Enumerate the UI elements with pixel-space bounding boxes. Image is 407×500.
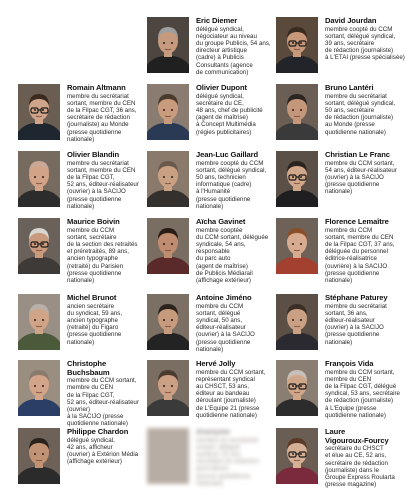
member-caption — [325, 151, 407, 196]
member-name: François Vida — [325, 359, 374, 368]
member-name: Hervé Jolly — [196, 359, 236, 368]
member-caption — [325, 294, 407, 346]
member-role: membre du secrétariat sortant, 36 ans, éditeur-réalisateur (ouvrier) à la SACIJO (presse quotidienne nationale) — [325, 302, 387, 346]
portrait-photo — [147, 218, 189, 274]
redacted-role: membre du secrétariat sortant, délégué syndical, 50 ans, secrétaire de rédaction (journaliste) (presse quotidienne nationale) — [196, 436, 259, 487]
portrait-photo — [18, 151, 60, 207]
member-name: Antoine Jiméno — [196, 293, 252, 302]
member-role: membre du CCM sortant, délégué syndical, 50 ans, éditeur-réalisateur (ouvrier) à la SACIJO (presse quotidienne nationale) — [196, 302, 255, 353]
portrait-photo — [276, 17, 318, 73]
member-role: membre du CCM sortant, membre du CEN de la Filpac CGT, délégué syndical, 53 ans, secrétaire de rédaction (journaliste) à L'Equipe (presse quotidienne nationale) — [325, 368, 400, 419]
redacted-photo — [147, 428, 189, 484]
member-caption — [196, 151, 280, 210]
portrait-photo — [18, 294, 60, 350]
member-name: Eric Diemer — [196, 16, 238, 25]
member-caption — [196, 294, 280, 353]
member-caption — [67, 151, 151, 210]
member-name: Michel Brunot — [67, 293, 117, 302]
portrait-photo — [18, 84, 60, 140]
portrait-photo — [147, 151, 189, 207]
member-caption — [67, 218, 151, 284]
member-caption — [67, 428, 151, 465]
member-role: membre coopté du CCM sortant, délégué syndical, 39 ans, secrétaire de rédaction (journaliste) à L'ETAI (presse spécialisée) — [325, 25, 405, 62]
member-caption — [67, 84, 151, 143]
member-role: délégué syndical, négociateur au niveau du groupe Publicis, 54 ans, directeur artistique (cadre) à Publicis Consultants (agence de communication) — [196, 25, 271, 76]
portrait-photo — [276, 84, 318, 140]
member-role: membre du CCM sortant, représentant syndical au CHSCT, 53 ans, éditeur au bandeau déroulant (journaliste) de L'Equipe 21 (presse quotidienne nationale) — [196, 368, 266, 419]
member-role: ancien secrétaire du syndicat, 59 ans, ancien typographe (retraité) du Figaro (presse quotidienne nationale) — [67, 302, 123, 346]
member-caption — [196, 218, 280, 284]
member-role: membre du CCM sortant, 54 ans, éditeur-réalisateur (ouvrier) à la SACIJO (presse quotidienne nationale) — [325, 159, 397, 196]
member-caption — [325, 84, 407, 136]
member-name: Aïcha Gavinet — [196, 217, 246, 226]
member-name: Christian Le Franc — [325, 150, 390, 159]
member-name: Bruno Lantéri — [325, 83, 374, 92]
member-role: secrétaire du CHSCT et élue au CE, 52 ans, secrétaire de rédaction (journaliste) dans le Groupe Express Roularta (presse magazine) — [325, 445, 395, 489]
member-caption — [196, 84, 280, 136]
member-caption — [196, 360, 280, 419]
member-name: Olivier Blandin — [67, 150, 120, 159]
portrait-photo — [18, 360, 60, 416]
portrait-photo — [18, 218, 60, 274]
portrait-photo — [147, 17, 189, 73]
member-role: délégué syndical, 42 ans, afficheur (ouvrier) à Extérion Média (affichage extérieur) — [67, 436, 139, 466]
portrait-photo — [276, 428, 318, 484]
member-caption — [325, 360, 407, 419]
member-caption — [67, 294, 151, 346]
member-caption — [67, 360, 151, 428]
member-role: membre du secrétariat sortant, membre du CEN de la Filpac CGT, 52 ans, éditeur-réalisateur (ouvrier) à la SACIJO (presse quotidienne nationale) — [67, 159, 139, 210]
member-caption — [325, 218, 407, 284]
member-name: Romain Altmann — [67, 83, 126, 92]
member-name: David Jourdan — [325, 16, 377, 25]
member-caption — [325, 428, 407, 488]
member-role: membre cooptée du CCM sortant, déléguée syndicale, 54 ans, responsable du parc auto (agent de maîtrise) de Publicis Médiarail (affichage extérieur) — [196, 226, 269, 285]
portrait-photo — [147, 360, 189, 416]
portrait-photo — [18, 428, 60, 484]
portrait-photo — [276, 360, 318, 416]
member-name: Florence Lemaître — [325, 217, 389, 226]
member-name: Laure Vigouroux-Fourcy — [325, 427, 389, 445]
member-role: délégué syndical, secrétaire du CE, 48 ans, chef de publicité (agent de maîtrise) à Concept Multimédia (régies publicitaires) — [196, 92, 263, 136]
member-name: Christophe Buchsbaum — [67, 359, 110, 377]
member-caption — [196, 17, 280, 76]
member-role: membre du secrétariat sortant, membre du CEN de la Filpac CGT, 36 ans, secrétaire de rédaction (journaliste) au Monde (presse quotidienne nationale) — [67, 92, 137, 143]
member-role: membre coopté du CCM sortant, délégué syndical, 50 ans, technicien informatique (cadre) à l'Humanité (presse quotidienne nationale) — [196, 159, 267, 210]
member-role: membre du CCM sortant, membre du CEN de la Filpac CGT, 52 ans, éditeur-réalisateur (ouvrier) à la SACIJO (presse quotidienne nationale) — [67, 377, 139, 428]
portrait-photo — [276, 151, 318, 207]
member-role: membre du secrétariat sortant, délégué syndical, 50 ans, secrétaire de rédaction (journaliste) au Monde (presse quotidienne nationale) — [325, 92, 396, 136]
member-role: membre du CCM sortant, secrétaire de la section des retraités et préretraités, 89 ans, ancien typographe (retraité) du Parisien (presse quotidienne nationale) — [67, 226, 138, 285]
member-caption — [325, 17, 407, 62]
member-name: Jean-Luc Gaillard — [196, 150, 259, 159]
redacted-caption — [196, 428, 280, 487]
member-name: Maurice Boivin — [67, 217, 120, 226]
redacted-name: Anonyme — [196, 427, 230, 436]
member-name: Olivier Dupont — [196, 83, 247, 92]
portrait-photo — [147, 294, 189, 350]
member-name: Philippe Chardon — [67, 427, 129, 436]
member-name: Stéphane Paturey — [325, 293, 388, 302]
portrait-photo — [147, 84, 189, 140]
portrait-photo — [276, 294, 318, 350]
portrait-photo — [276, 218, 318, 274]
member-role: membre du CCM sortant, membre du CEN de la Filpac CGT, 37 ans, déléguée du personnel éditrice-réalisatrice (ouvrière) à la SACIJO (presse quotidienne nationale) — [325, 226, 395, 285]
